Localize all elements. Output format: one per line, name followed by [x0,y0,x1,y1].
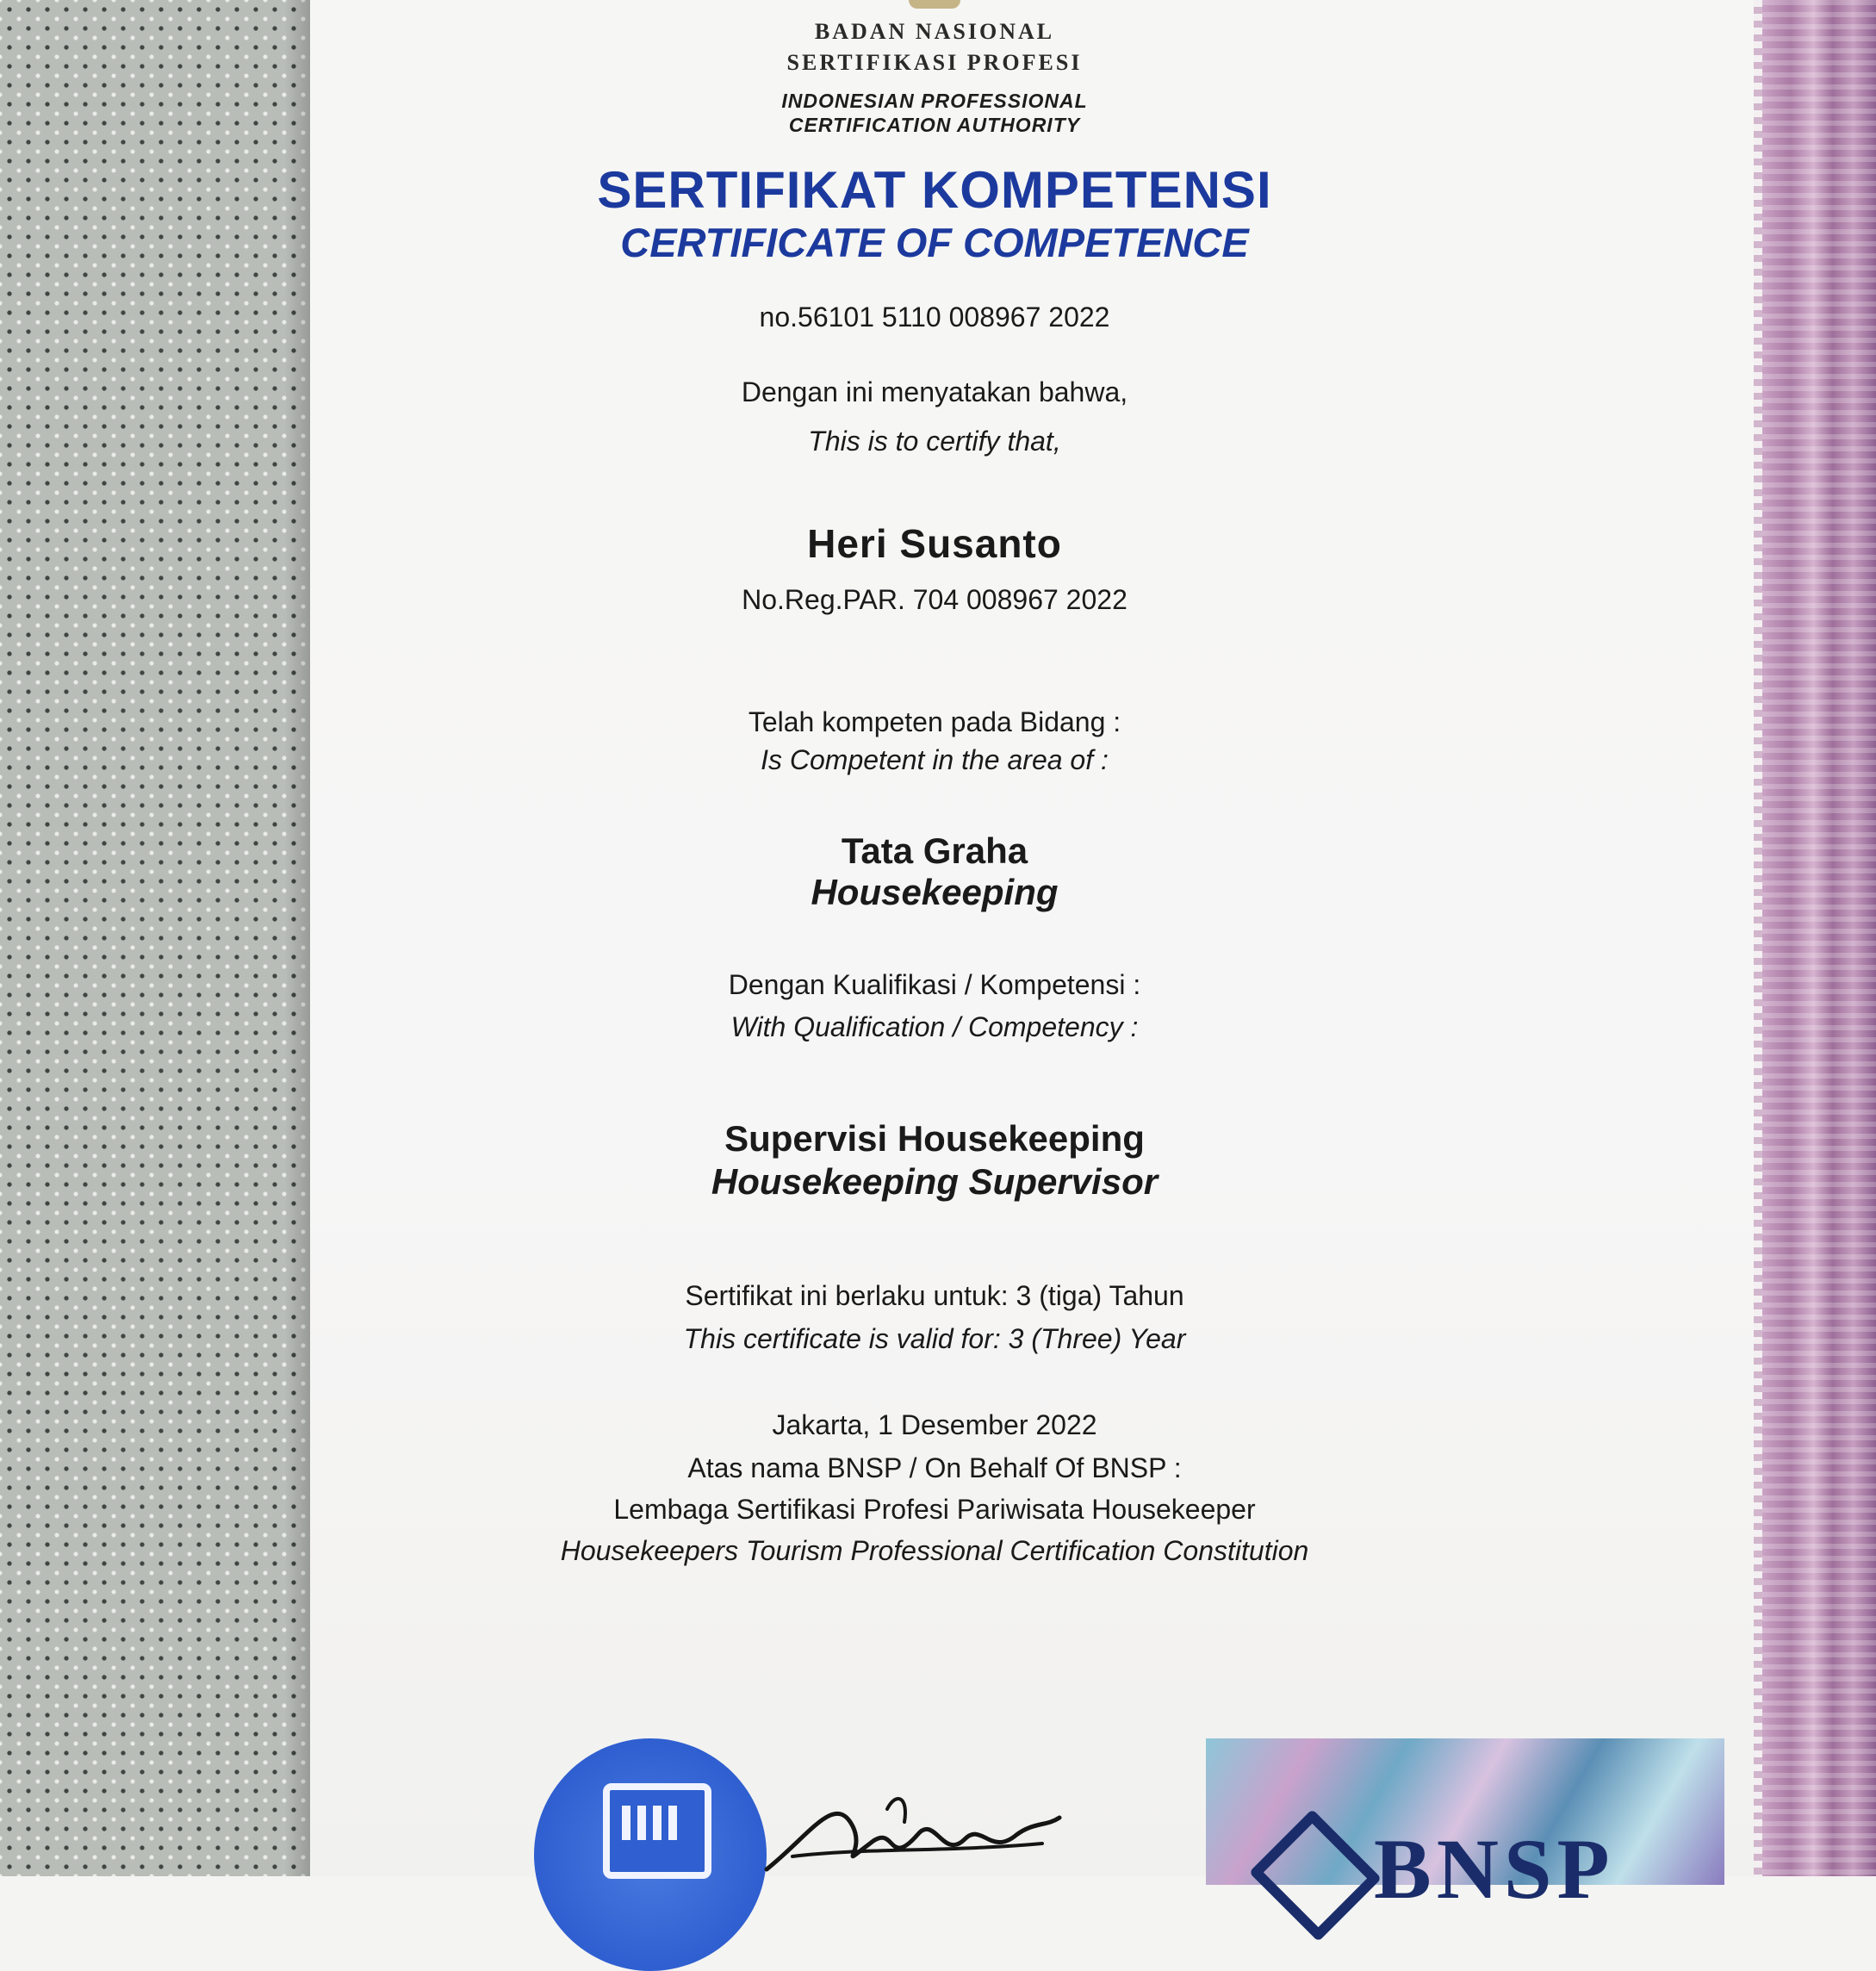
registration-number: No.Reg.PAR. 704 008967 2022 [742,584,1127,615]
validity-statement-en: This certificate is valid for: 3 (Three) Year [683,1323,1186,1354]
org-name-en-line1: INDONESIAN PROFESSIONAL [781,90,1088,112]
field-value: Tata Graha [841,830,1028,871]
certificate-title-en: CERTIFICATE OF COMPETENCE [620,220,1249,265]
qualification-label-en: With Qualification / Competency : [730,1011,1139,1042]
certificate-sheet [310,0,1766,1876]
institution-name: Lembaga Sertifikasi Profesi Pariwisata Housekeeper [613,1494,1256,1525]
on-behalf-line: Atas nama BNSP / On Behalf Of BNSP : [687,1452,1182,1483]
certify-statement: Dengan ini menyatakan bahwa, [741,376,1128,407]
field-label: Telah kompeten pada Bidang : [748,706,1121,737]
org-name-line2: SERTIFIKASI PROFESI [786,50,1083,75]
org-name-en-line2: CERTIFICATION AUTHORITY [788,114,1081,136]
qualification-label: Dengan Kualifikasi / Kompetensi : [728,969,1141,1000]
certificate-number: no.56101 5110 008967 2022 [759,302,1110,333]
certificate-title: SERTIFIKAT KOMPETENSI [597,161,1272,219]
folder-edge-shadow [284,0,310,1876]
signature [758,1775,1068,1887]
org-name-line1: BADAN NASIONAL [814,19,1055,44]
holder-name: Heri Susanto [807,521,1062,566]
field-label-en: Is Competent in the area of : [761,744,1109,775]
field-value-en: Housekeeping [811,872,1059,912]
certify-statement-en: This is to certify that, [808,426,1061,457]
issue-place-date: Jakarta, 1 Desember 2022 [772,1409,1097,1440]
garuda-emblem-icon [909,0,960,9]
hologram-text: BNSP [1374,1821,1615,1917]
qualification-value: Supervisi Housekeeping [724,1118,1145,1159]
folder-dotted-edge [0,0,310,1876]
institution-name-en: Housekeepers Tourism Professional Certification Constitution [560,1535,1309,1566]
qualification-value-en: Housekeeping Supervisor [711,1161,1159,1202]
purple-ribbon [1762,0,1876,1876]
stamp-building-icon [603,1783,711,1879]
validity-statement: Sertifikat ini berlaku untuk: 3 (tiga) Tahun [685,1280,1184,1311]
